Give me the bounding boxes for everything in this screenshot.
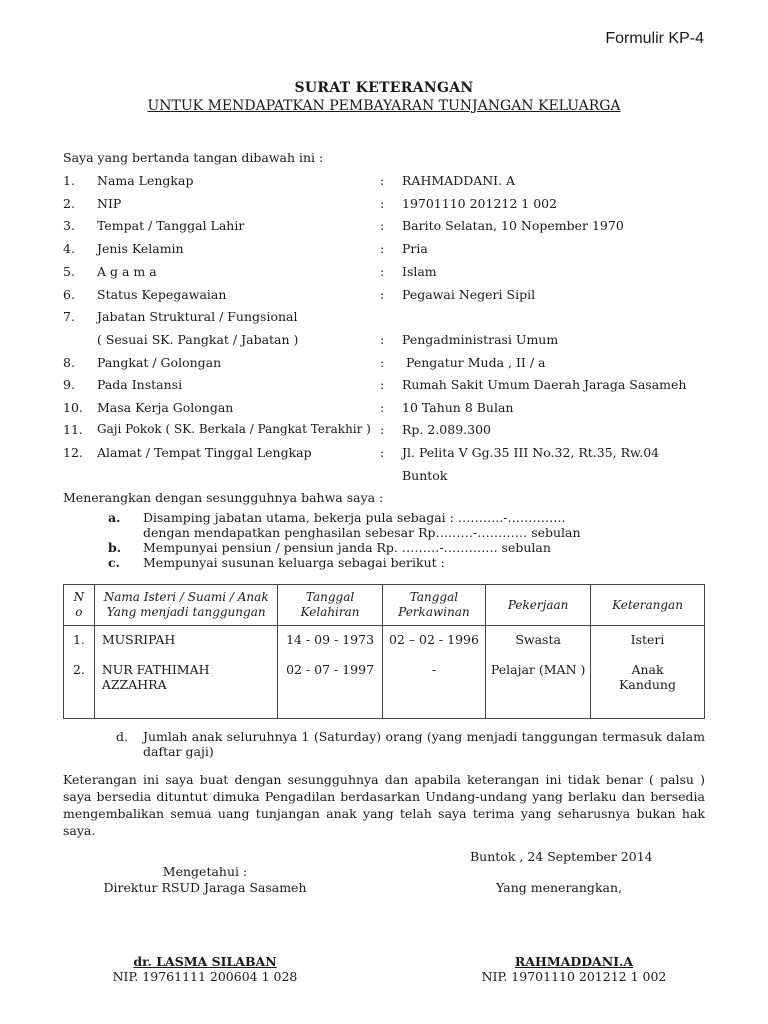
field-label: Masa Kerja Golongan xyxy=(97,400,234,415)
row-1-name: MUSRIPAH xyxy=(101,632,176,647)
field-colon: : xyxy=(380,173,385,188)
field-value: Pengatur Muda , II / a xyxy=(402,355,546,370)
closing-statement: Keterangan ini saya buat dengan sesungguhnya dan apabila keterangan ini tidak benar ( palsu ) saya bersedia dituntut dimuka Pengadilan berdasarkan Undang-undang yang berlaku dan bersedia mengembalikan semua uang tunjangan anak yang telah saya terima yang seharusnya bukan hak saya. xyxy=(63,772,705,838)
field-label: A g a m a xyxy=(97,264,157,279)
row-2-no: 2. xyxy=(72,662,85,677)
row-2-birth-date: 02 - 07 - 1997 xyxy=(286,662,375,677)
field-colon: : xyxy=(380,422,385,437)
item-d-letter: d. xyxy=(116,729,128,744)
field-value: Pengadministrasi Umum xyxy=(402,332,559,347)
row-2-marriage-date: - xyxy=(431,662,437,677)
field-colon: : xyxy=(380,264,385,279)
field-number: 3. xyxy=(63,218,75,233)
item-d-line2: daftar gaji) xyxy=(143,744,214,759)
field-colon: : xyxy=(380,196,385,211)
field-colon: : xyxy=(380,287,385,302)
declaration-intro: Menerangkan dengan sesungguhnya bahwa saya : xyxy=(63,490,384,505)
statement-c-letter: c. xyxy=(108,555,120,570)
intro-text: Saya yang bertanda tangan dibawah ini : xyxy=(63,150,324,165)
row-2-remarks: Anak Kandung xyxy=(619,662,676,692)
field-label: Nama Lengkap xyxy=(97,173,194,188)
director-title: Direktur RSUD Jaraga Sasameh xyxy=(103,880,307,895)
table-header-row xyxy=(64,585,705,626)
field-colon: : xyxy=(380,241,385,256)
field-label: Pangkat / Golongan xyxy=(97,355,222,370)
field-value: Jl. Pelita V Gg.35 III No.32, Rt.35, Rw.04 xyxy=(402,445,660,460)
field-label: Pada Instansi xyxy=(97,377,183,392)
field-number: 1. xyxy=(63,173,75,188)
director-nip: NIP. 19761111 200604 1 028 xyxy=(112,969,298,984)
document-subtitle: UNTUK MENDAPATKAN PEMBAYARAN TUNJANGAN KELUARGA xyxy=(147,98,621,114)
cell-birth-date xyxy=(278,626,382,719)
acknowledged-label: Mengetahui : xyxy=(162,864,248,879)
field-number: 11. xyxy=(63,422,83,437)
field-label: ( Sesuai SK. Pangkat / Jabatan ) xyxy=(97,332,299,347)
form-number: Formulir KP-4 xyxy=(605,30,704,47)
cell-marriage-date xyxy=(382,626,486,719)
header-marriage-date: Tanggal Perkawinan xyxy=(382,585,486,626)
field-label: Jenis Kelamin xyxy=(97,241,184,256)
field-number: 7. xyxy=(63,309,75,324)
field-value: Rp. 2.089.300 xyxy=(402,422,491,437)
statement-a-line1: Disamping jabatan utama, bekerja pula sebagai : ………..-………….. xyxy=(143,510,566,525)
family-table xyxy=(63,584,705,719)
field-number: 12. xyxy=(63,445,83,460)
field-colon: : xyxy=(380,355,385,370)
declarant-name: RAHMADDANI.A xyxy=(514,954,634,969)
field-value: Buntok xyxy=(402,468,448,483)
field-colon: : xyxy=(380,445,385,460)
header-occupation: Pekerjaan xyxy=(486,585,591,626)
field-number: 2. xyxy=(63,196,75,211)
field-value: Rumah Sakit Umum Daerah Jaraga Sasameh xyxy=(402,377,687,392)
header-remarks: Keterangan xyxy=(591,585,705,626)
director-name: dr. LASMA SILABAN xyxy=(133,954,277,969)
field-value: Pegawai Negeri Sipil xyxy=(402,287,536,302)
field-value: 10 Tahun 8 Bulan xyxy=(402,400,514,415)
field-label: Status Kepegawaian xyxy=(97,287,227,302)
header-no: No xyxy=(64,585,95,626)
field-label: Tempat / Tanggal Lahir xyxy=(97,218,245,233)
field-colon: : xyxy=(380,400,385,415)
cell-remarks xyxy=(591,626,705,719)
statement-b-letter: b. xyxy=(108,540,122,555)
field-number: 8. xyxy=(63,355,75,370)
row-1-remarks: Isteri xyxy=(630,632,665,647)
row-1-birth-date: 14 - 09 - 1973 xyxy=(286,632,375,647)
field-label: Gaji Pokok ( SK. Berkala / Pangkat Terakhir ) xyxy=(97,422,371,436)
field-value: Islam xyxy=(402,264,437,279)
field-value: Pria xyxy=(402,241,428,256)
row-1-occupation: Swasta xyxy=(515,632,561,647)
field-value: RAHMADDANI. A xyxy=(402,173,516,188)
field-value: 19701110 201212 1 002 xyxy=(402,196,558,211)
field-number: 10. xyxy=(63,400,83,415)
field-number: 4. xyxy=(63,241,75,256)
row-1-no: 1. xyxy=(72,632,85,647)
declarant-label: Yang menerangkan, xyxy=(496,880,622,895)
field-value: Barito Selatan, 10 Nopember 1970 xyxy=(402,218,624,233)
field-colon: : xyxy=(380,332,385,347)
field-number: 9. xyxy=(63,377,75,392)
statement-a-line2: dengan mendapatkan penghasilan sebesar Rp………-………… sebulan xyxy=(143,525,581,540)
header-birth-date: Tanggal Kelahiran xyxy=(278,585,382,626)
cell-name xyxy=(94,626,278,719)
item-d-line1: Jumlah anak seluruhnya 1 (Saturday) orang (yang menjadi tanggungan termasuk dalam xyxy=(143,729,705,744)
field-number: 6. xyxy=(63,287,75,302)
field-colon: : xyxy=(380,377,385,392)
field-number: 5. xyxy=(63,264,75,279)
cell-occupation xyxy=(486,626,591,719)
row-2-name: NUR FATHIMAH AZZAHRA xyxy=(101,662,210,692)
row-1-marriage-date: 02 – 02 - 1996 xyxy=(388,632,479,647)
cell-no xyxy=(64,626,95,719)
row-2-occupation: Pelajar (MAN ) xyxy=(490,662,586,677)
statement-c-line: Mempunyai susunan keluarga sebagai berikut : xyxy=(143,555,445,570)
field-label: NIP xyxy=(97,196,122,211)
document-title: SURAT KETERANGAN xyxy=(294,80,474,96)
table-row xyxy=(64,626,705,719)
statement-b-line: Mempunyai pensiun / pensiun janda Rp. ………-…………. sebulan xyxy=(143,540,551,555)
field-label: Jabatan Struktural / Fungsional xyxy=(97,309,298,324)
place-date: Buntok , 24 September 2014 xyxy=(470,849,653,864)
statement-a-letter: a. xyxy=(108,510,121,525)
header-name: Nama Isteri / Suami / Anak Yang menjadi tanggungan xyxy=(94,585,278,626)
field-colon: : xyxy=(380,218,385,233)
declarant-nip: NIP. 19701110 201212 1 002 xyxy=(481,969,667,984)
field-label: Alamat / Tempat Tinggal Lengkap xyxy=(97,445,312,460)
